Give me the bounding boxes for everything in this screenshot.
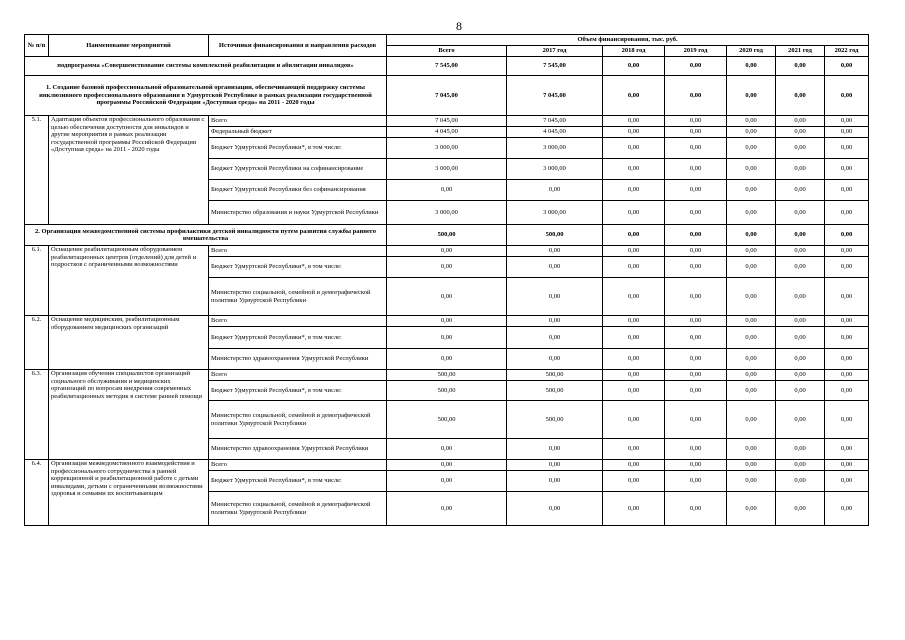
value-cell: 500,00 [387, 370, 507, 381]
funding-source: Министерство социальной, семейной и демографической политики Удмуртской Республики [209, 492, 387, 526]
funding-source: Всего [209, 246, 387, 257]
value-cell: 0,00 [507, 246, 603, 257]
value-cell: 0,00 [825, 316, 869, 327]
funding-source: Бюджет Удмуртской Республики*, в том числе: [209, 138, 387, 159]
section1-title: 1. Создание базовой профессиональной образовательной организации, обеспечивающей поддержку системы инклюзивного профессионального образования в Удмуртской Республике в рамках реализации государственной программы Российской Федерации «Доступная среда» на 2011 - 2020 годы [25, 76, 387, 116]
value-cell: 0,00 [825, 127, 869, 138]
value-cell: 0,00 [825, 471, 869, 492]
value-cell: 0,00 [727, 381, 776, 401]
header-volume: Объем финансирования, тыс. руб. [387, 35, 869, 46]
year-header: 2020 год [727, 46, 776, 57]
value-cell: 7 045,00 [387, 116, 507, 127]
value-cell: 0,00 [727, 401, 776, 439]
section2-title: 2. Организация межведомственной системы профилактики детской инвалидности путем развития службы раннего вмешательства [25, 225, 387, 246]
value-cell: 7 545,00 [507, 57, 603, 76]
value-cell: 0,00 [727, 138, 776, 159]
value-cell: 0,00 [776, 439, 825, 460]
table-body [25, 35, 869, 526]
year-header: 2019 год [665, 46, 727, 57]
funding-source: Министерство здравоохранения Удмуртской Республики [209, 439, 387, 460]
value-cell: 0,00 [665, 180, 727, 201]
value-cell: 0,00 [727, 57, 776, 76]
item-number: 6.4. [25, 460, 49, 526]
value-cell: 0,00 [665, 246, 727, 257]
value-cell: 0,00 [603, 471, 665, 492]
value-cell: 0,00 [387, 316, 507, 327]
value-cell: 0,00 [776, 316, 825, 327]
value-cell: 0,00 [603, 180, 665, 201]
value-cell: 0,00 [603, 116, 665, 127]
value-cell: 0,00 [727, 327, 776, 349]
value-cell: 0,00 [727, 180, 776, 201]
value-cell: 0,00 [727, 159, 776, 180]
value-cell: 0,00 [665, 316, 727, 327]
value-cell: 0,00 [387, 278, 507, 316]
value-cell: 0,00 [507, 278, 603, 316]
financing-table [24, 34, 869, 526]
value-cell: 3 000,00 [387, 159, 507, 180]
value-cell: 0,00 [825, 159, 869, 180]
value-cell: 0,00 [776, 116, 825, 127]
table-row [25, 370, 869, 381]
value-cell: 0,00 [603, 370, 665, 381]
value-cell: 0,00 [507, 460, 603, 471]
value-cell: 0,00 [825, 327, 869, 349]
header-source: Источники финансирования и направления расходов [209, 35, 387, 57]
value-cell: 3 000,00 [507, 201, 603, 225]
value-cell: 0,00 [727, 246, 776, 257]
value-cell: 3 000,00 [507, 159, 603, 180]
value-cell: 0,00 [776, 159, 825, 180]
value-cell: 0,00 [507, 471, 603, 492]
value-cell: 3 000,00 [387, 201, 507, 225]
value-cell: 0,00 [727, 471, 776, 492]
value-cell: 0,00 [727, 257, 776, 278]
value-cell: 0,00 [727, 201, 776, 225]
value-cell: 0,00 [603, 401, 665, 439]
value-cell: 0,00 [387, 327, 507, 349]
value-cell: 4 045,00 [507, 127, 603, 138]
item-number: 6.3. [25, 370, 49, 460]
value-cell: 0,00 [825, 116, 869, 127]
subprogram-row [25, 57, 869, 76]
page-number: 8 [456, 19, 462, 33]
value-cell: 500,00 [507, 381, 603, 401]
value-cell: 0,00 [665, 471, 727, 492]
value-cell: 0,00 [603, 127, 665, 138]
value-cell: 0,00 [665, 439, 727, 460]
value-cell: 0,00 [603, 492, 665, 526]
value-cell: 0,00 [665, 257, 727, 278]
value-cell: 0,00 [665, 159, 727, 180]
value-cell: 0,00 [665, 76, 727, 116]
funding-source: Бюджет Удмуртской Республики без софинансирования [209, 180, 387, 201]
funding-source: Министерство социальной, семейной и демографической политики Удмуртской Республики [209, 278, 387, 316]
item-name: Организация межведомственного взаимодействия и профессионального сотрудничества в ранней коррекционной и реабилитационной работе с детьми инвалидами, детьми с ограниченными возможностями здоровья и семьями их воспитывающим [49, 460, 209, 526]
value-cell: 0,00 [603, 201, 665, 225]
value-cell: 0,00 [387, 349, 507, 370]
section2-row [25, 225, 869, 246]
value-cell: 0,00 [825, 439, 869, 460]
value-cell: 0,00 [825, 460, 869, 471]
value-cell: 0,00 [825, 180, 869, 201]
value-cell: 0,00 [825, 492, 869, 526]
value-cell: 0,00 [727, 349, 776, 370]
value-cell: 0,00 [507, 180, 603, 201]
value-cell: 0,00 [665, 278, 727, 316]
value-cell: 7 545,00 [387, 57, 507, 76]
value-cell: 0,00 [603, 381, 665, 401]
header-name: Наименование мероприятий [49, 35, 209, 57]
value-cell: 0,00 [665, 492, 727, 526]
value-cell: 0,00 [387, 492, 507, 526]
value-cell: 0,00 [825, 278, 869, 316]
table-row [25, 460, 869, 471]
value-cell: 0,00 [387, 460, 507, 471]
value-cell: 0,00 [776, 492, 825, 526]
value-cell: 0,00 [825, 349, 869, 370]
value-cell: 0,00 [727, 492, 776, 526]
value-cell: 0,00 [665, 327, 727, 349]
value-cell: 0,00 [665, 201, 727, 225]
value-cell: 0,00 [727, 278, 776, 316]
funding-source: Министерство здравоохранения Удмуртской Республики [209, 349, 387, 370]
value-cell: 0,00 [776, 471, 825, 492]
value-cell: 0,00 [776, 349, 825, 370]
value-cell: 500,00 [507, 401, 603, 439]
value-cell: 0,00 [665, 460, 727, 471]
value-cell: 0,00 [776, 76, 825, 116]
value-cell: 0,00 [387, 246, 507, 257]
value-cell: 0,00 [776, 246, 825, 257]
value-cell: 0,00 [776, 460, 825, 471]
value-cell: 0,00 [665, 116, 727, 127]
item-number: 6.1. [25, 246, 49, 316]
funding-source: Бюджет Удмуртской Республики*, в том числе: [209, 257, 387, 278]
funding-source: Всего [209, 460, 387, 471]
value-cell: 0,00 [387, 257, 507, 278]
value-cell: 500,00 [387, 401, 507, 439]
value-cell: 0,00 [665, 401, 727, 439]
value-cell: 0,00 [727, 316, 776, 327]
value-cell: 0,00 [776, 138, 825, 159]
value-cell: 0,00 [776, 370, 825, 381]
subprogram-title: подпрограмма «Совершенствование системы комплексной реабилитации и абилитации инвалидов» [25, 57, 387, 76]
value-cell: 0,00 [776, 327, 825, 349]
value-cell: 0,00 [776, 401, 825, 439]
value-cell: 0,00 [665, 381, 727, 401]
value-cell: 3 000,00 [387, 138, 507, 159]
value-cell: 0,00 [507, 492, 603, 526]
value-cell: 0,00 [665, 138, 727, 159]
value-cell: 500,00 [507, 225, 603, 246]
item-name: Организация обучения специалистов организаций социального обслуживания и медицинских организаций по вопросам внедрения современных реабилитационных методик в системе ранней помощи [49, 370, 209, 460]
value-cell: 0,00 [603, 246, 665, 257]
value-cell: 0,00 [776, 180, 825, 201]
value-cell: 0,00 [727, 76, 776, 116]
funding-source: Министерство социальной, семейной и демографической политики Удмуртской Республики [209, 401, 387, 439]
value-cell: 500,00 [387, 381, 507, 401]
table-row [25, 246, 869, 257]
value-cell: 0,00 [665, 127, 727, 138]
value-cell: 0,00 [665, 370, 727, 381]
year-header: 2017 год [507, 46, 603, 57]
value-cell: 0,00 [507, 439, 603, 460]
value-cell: 0,00 [825, 370, 869, 381]
value-cell: 0,00 [603, 439, 665, 460]
value-cell: 0,00 [825, 381, 869, 401]
value-cell: 0,00 [776, 278, 825, 316]
value-cell: 0,00 [603, 138, 665, 159]
year-header: Всего [387, 46, 507, 57]
value-cell: 0,00 [603, 159, 665, 180]
value-cell: 0,00 [507, 316, 603, 327]
value-cell: 7 045,00 [507, 76, 603, 116]
value-cell: 0,00 [507, 349, 603, 370]
funding-source: Всего [209, 116, 387, 127]
value-cell: 0,00 [776, 201, 825, 225]
value-cell: 500,00 [387, 225, 507, 246]
item-number: 6.2. [25, 316, 49, 370]
value-cell: 0,00 [727, 225, 776, 246]
value-cell: 0,00 [665, 57, 727, 76]
value-cell: 0,00 [727, 439, 776, 460]
value-cell: 0,00 [776, 257, 825, 278]
value-cell: 0,00 [825, 57, 869, 76]
funding-source: Бюджет Удмуртской Республики*, в том числе: [209, 381, 387, 401]
value-cell: 0,00 [603, 460, 665, 471]
section1-row [25, 76, 869, 116]
table-row [25, 316, 869, 327]
value-cell: 0,00 [727, 116, 776, 127]
value-cell: 0,00 [387, 471, 507, 492]
item-number: 5.1. [25, 116, 49, 225]
item-name: Оснащение медицинским, реабилитационным оборудованием медицинских организаций [49, 316, 209, 370]
item-name: Адаптация объектов профессионального образования с целью обеспечения доступности для инвалидов и другие мероприятия в рамках реализации государственной программы Российской Федерации «Доступная среда» на 2011 - 2020 годы [49, 116, 209, 225]
value-cell: 0,00 [387, 180, 507, 201]
value-cell: 0,00 [825, 257, 869, 278]
value-cell: 3 000,00 [507, 138, 603, 159]
value-cell: 0,00 [825, 138, 869, 159]
value-cell: 0,00 [825, 401, 869, 439]
value-cell: 0,00 [603, 349, 665, 370]
value-cell: 0,00 [603, 76, 665, 116]
value-cell: 0,00 [776, 225, 825, 246]
funding-source: Всего [209, 316, 387, 327]
value-cell: 0,00 [387, 439, 507, 460]
funding-source: Министерство образования и науки Удмуртской Республики [209, 201, 387, 225]
funding-source: Бюджет Удмуртской Республики*, в том числе: [209, 327, 387, 349]
value-cell: 0,00 [776, 381, 825, 401]
funding-source: Бюджет Удмуртской Республики*, в том числе: [209, 471, 387, 492]
header-row [25, 35, 869, 46]
value-cell: 0,00 [665, 225, 727, 246]
value-cell: 7 045,00 [387, 76, 507, 116]
value-cell: 0,00 [825, 201, 869, 225]
value-cell: 0,00 [776, 57, 825, 76]
value-cell: 0,00 [603, 57, 665, 76]
value-cell: 0,00 [603, 257, 665, 278]
item-name: Оснащение реабилитационным оборудованием реабилитационных центров (отделений) для детей и подростков с ограниченными возможностями [49, 246, 209, 316]
value-cell: 4 045,00 [387, 127, 507, 138]
funding-source: Федеральный бюджет [209, 127, 387, 138]
value-cell: 0,00 [727, 127, 776, 138]
value-cell: 0,00 [727, 460, 776, 471]
year-header: 2021 год [776, 46, 825, 57]
table-row [25, 116, 869, 127]
value-cell: 0,00 [825, 225, 869, 246]
year-header: 2018 год [603, 46, 665, 57]
value-cell: 0,00 [603, 225, 665, 246]
value-cell: 0,00 [665, 349, 727, 370]
value-cell: 0,00 [603, 278, 665, 316]
value-cell: 0,00 [727, 370, 776, 381]
value-cell: 7 045,00 [507, 116, 603, 127]
value-cell: 0,00 [825, 246, 869, 257]
year-header: 2022 год [825, 46, 869, 57]
value-cell: 0,00 [603, 327, 665, 349]
value-cell: 0,00 [825, 76, 869, 116]
value-cell: 500,00 [507, 370, 603, 381]
header-num: № п/п [25, 35, 49, 57]
value-cell: 0,00 [507, 257, 603, 278]
funding-source: Бюджет Удмуртской Республики на софинансирование [209, 159, 387, 180]
funding-source: Всего [209, 370, 387, 381]
value-cell: 0,00 [603, 316, 665, 327]
value-cell: 0,00 [507, 327, 603, 349]
value-cell: 0,00 [776, 127, 825, 138]
